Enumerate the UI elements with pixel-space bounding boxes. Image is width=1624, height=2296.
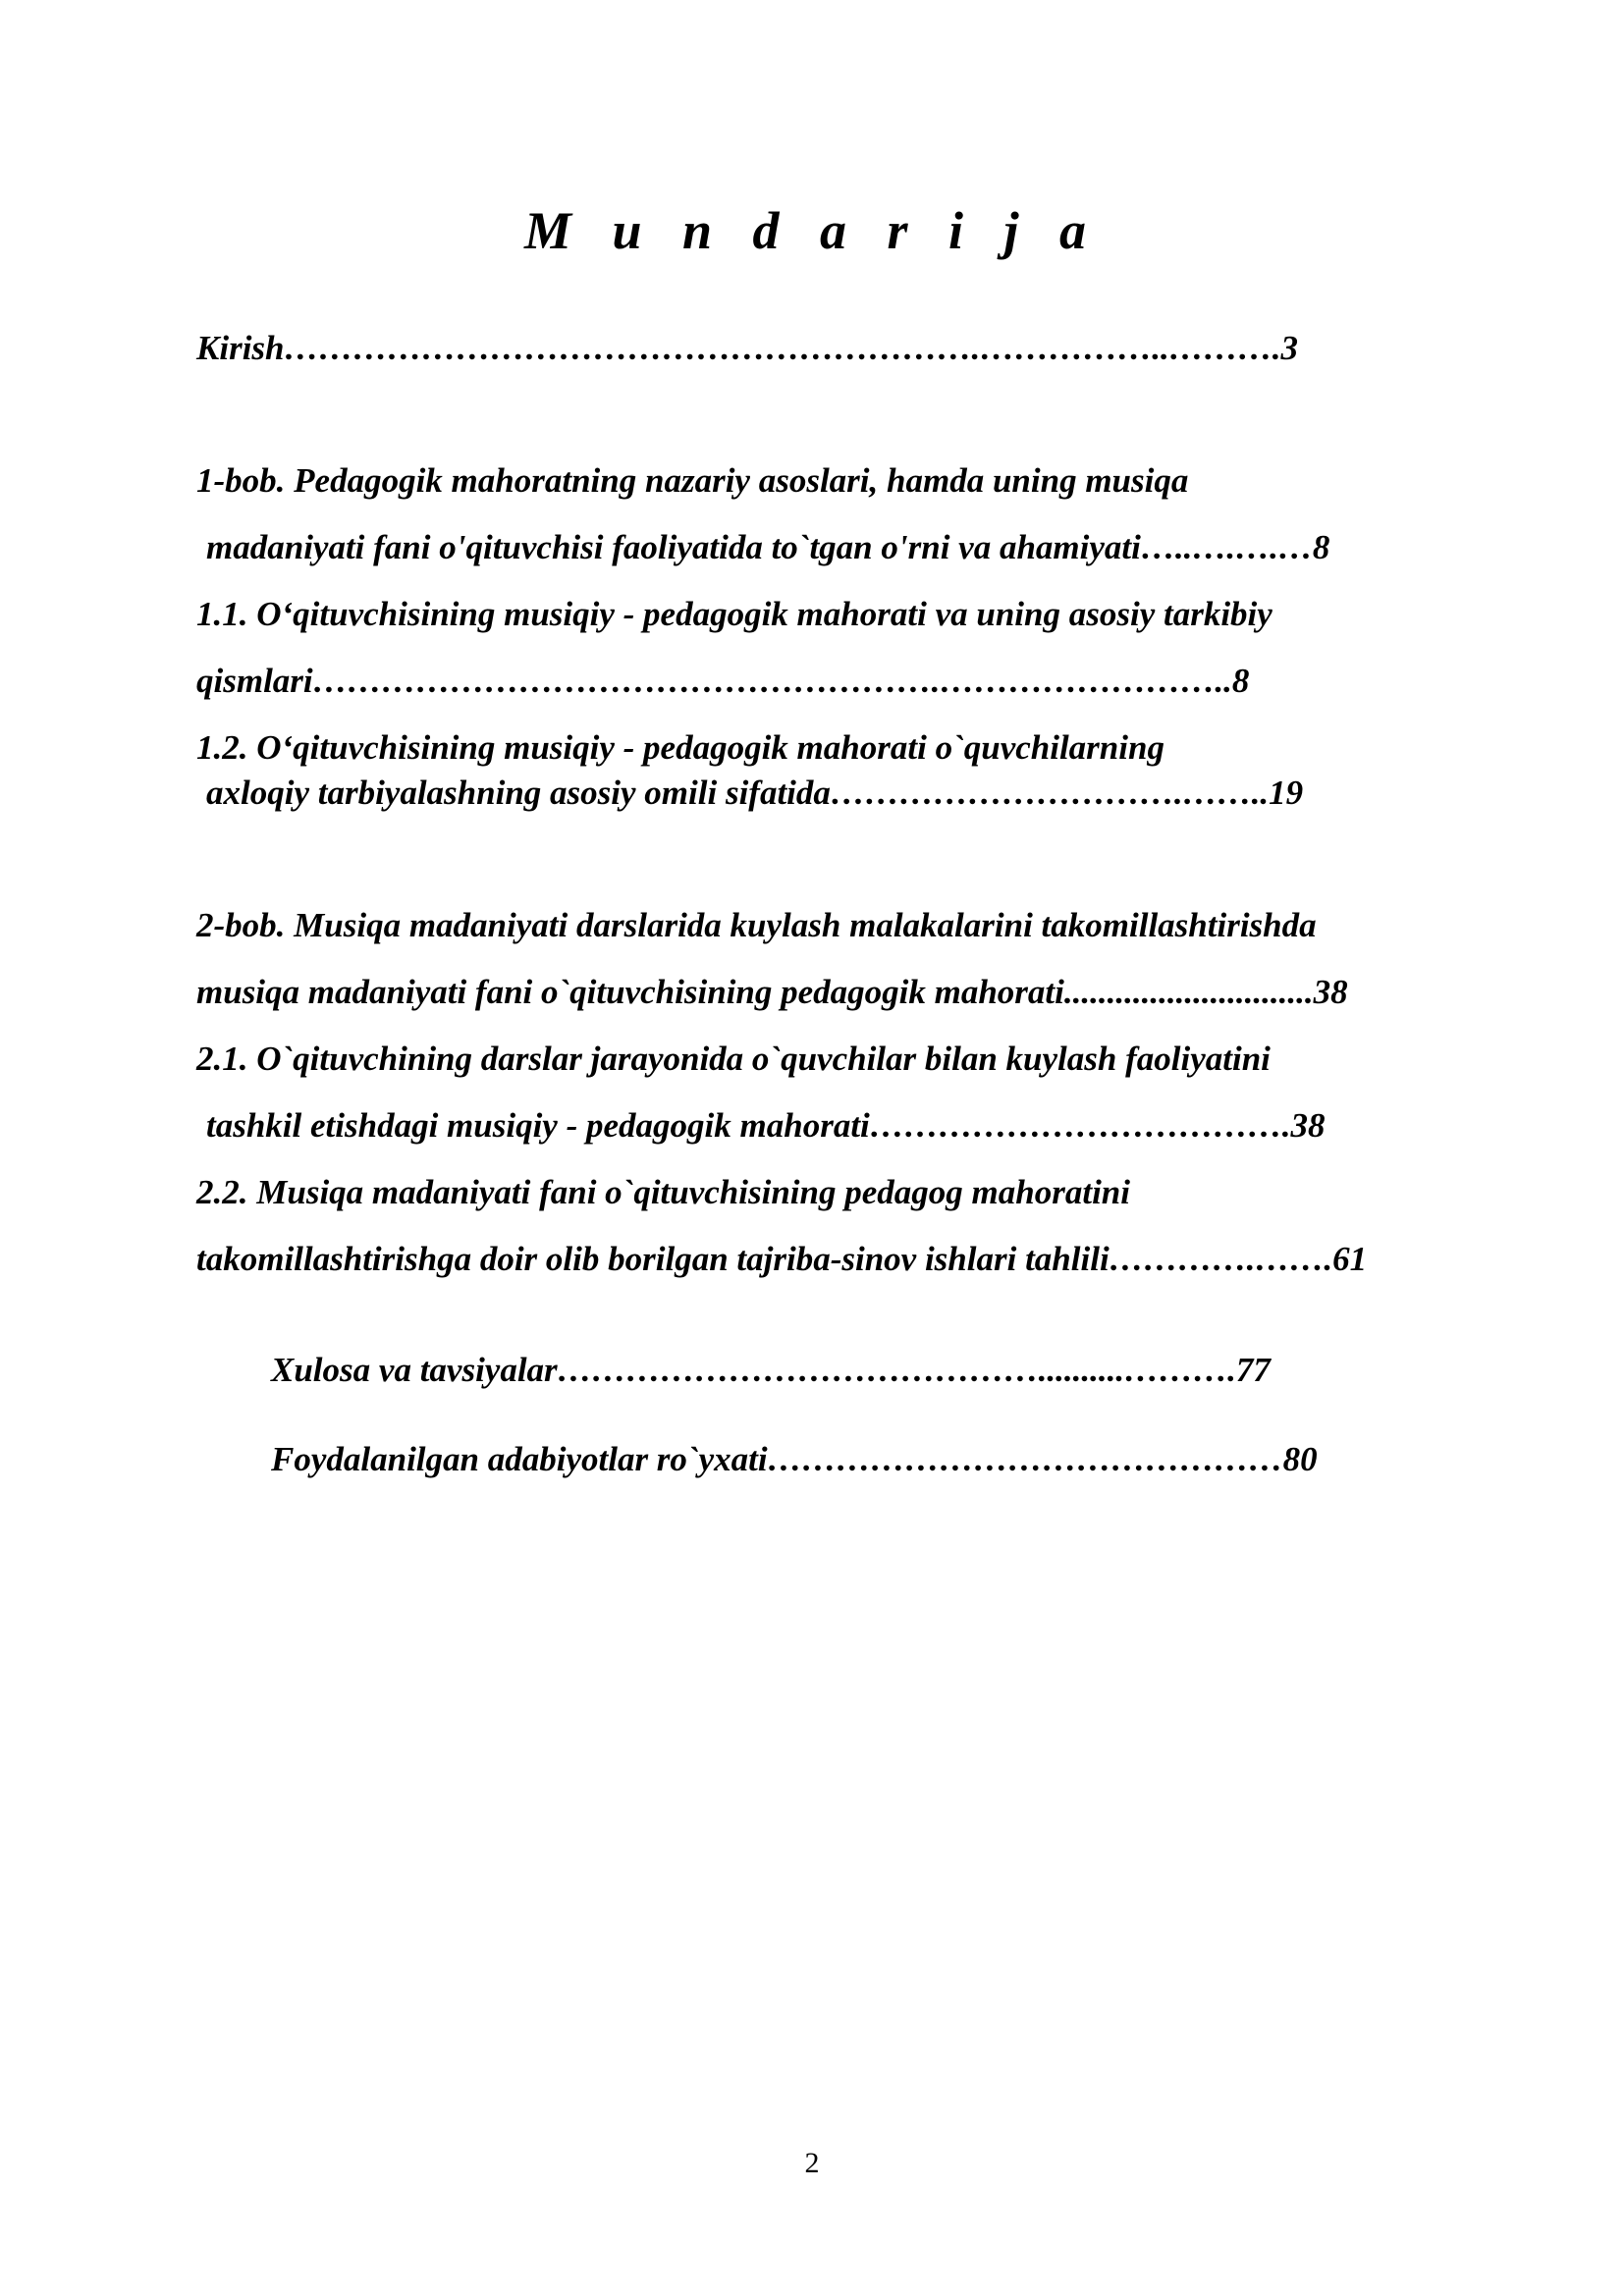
toc-entry-section-2-2-line-1: 2.2. Musiqa madaniyati fani o`qituvchisining pedagog mahoratini (196, 1173, 1130, 1211)
toc-entry-chapter-2-line-2: musiqa madaniyati fani o`qituvchisining pedagogik mahorati.............................38 (196, 973, 1348, 1011)
page-title: M u n d a r i j a (523, 201, 1101, 260)
toc-entry-section-2-1-line-2: tashkil etishdagi musiqiy - pedagogik mahorati……………………………….38 (206, 1106, 1326, 1145)
toc-entry-chapter-1-line-2: madaniyati fani o'qituvchisi faoliyatida to`tgan o'rni va ahamiyati…..….….…8 (206, 528, 1330, 566)
toc-entry-section-1-2-line-1: 1.2. O‘qituvchisining musiqiy - pedagogik mahorati o`quvchilarning (196, 728, 1164, 767)
toc-entry-section-1-1-line-2: qismlari……………………………………………….……………………..8 (196, 662, 1250, 700)
toc-entry-section-2-1-line-1: 2.1. O`qituvchining darslar jarayonida o`quvchilar bilan kuylash faoliyatini (196, 1040, 1271, 1078)
toc-entry-conclusion: Xulosa va tavsiyalar……………………………………..........……….77 (271, 1351, 1271, 1389)
toc-entry-section-1-1-line-1: 1.1. O‘qituvchisining musiqiy - pedagogik mahorati va uning asosiy tarkibiy (196, 595, 1272, 633)
toc-entry-section-1-2-line-2: axloqiy tarbiyalashning asosiy omili sifatida………………………….……..19 (206, 774, 1304, 812)
toc-entry-references: Foydalanilgan adabiyotlar ro`yxati………………………………………80 (271, 1440, 1318, 1478)
toc-entry-chapter-2-line-1: 2-bob. Musiqa madaniyati darslarida kuylash malakalarini takomillashtirishda (196, 906, 1317, 944)
toc-entry-section-2-2-line-2: takomillashtirishga doir olib borilgan tajriba-sinov ishlari tahlili………….…….61 (196, 1240, 1368, 1278)
toc-entry-chapter-1-line-1: 1-bob. Pedagogik mahoratning nazariy asoslari, hamda uning musiqa (196, 461, 1189, 500)
page-number: 2 (804, 2147, 820, 2179)
toc-entry-intro: Kirish…………………………………………………….……………..……….3 (196, 329, 1298, 367)
